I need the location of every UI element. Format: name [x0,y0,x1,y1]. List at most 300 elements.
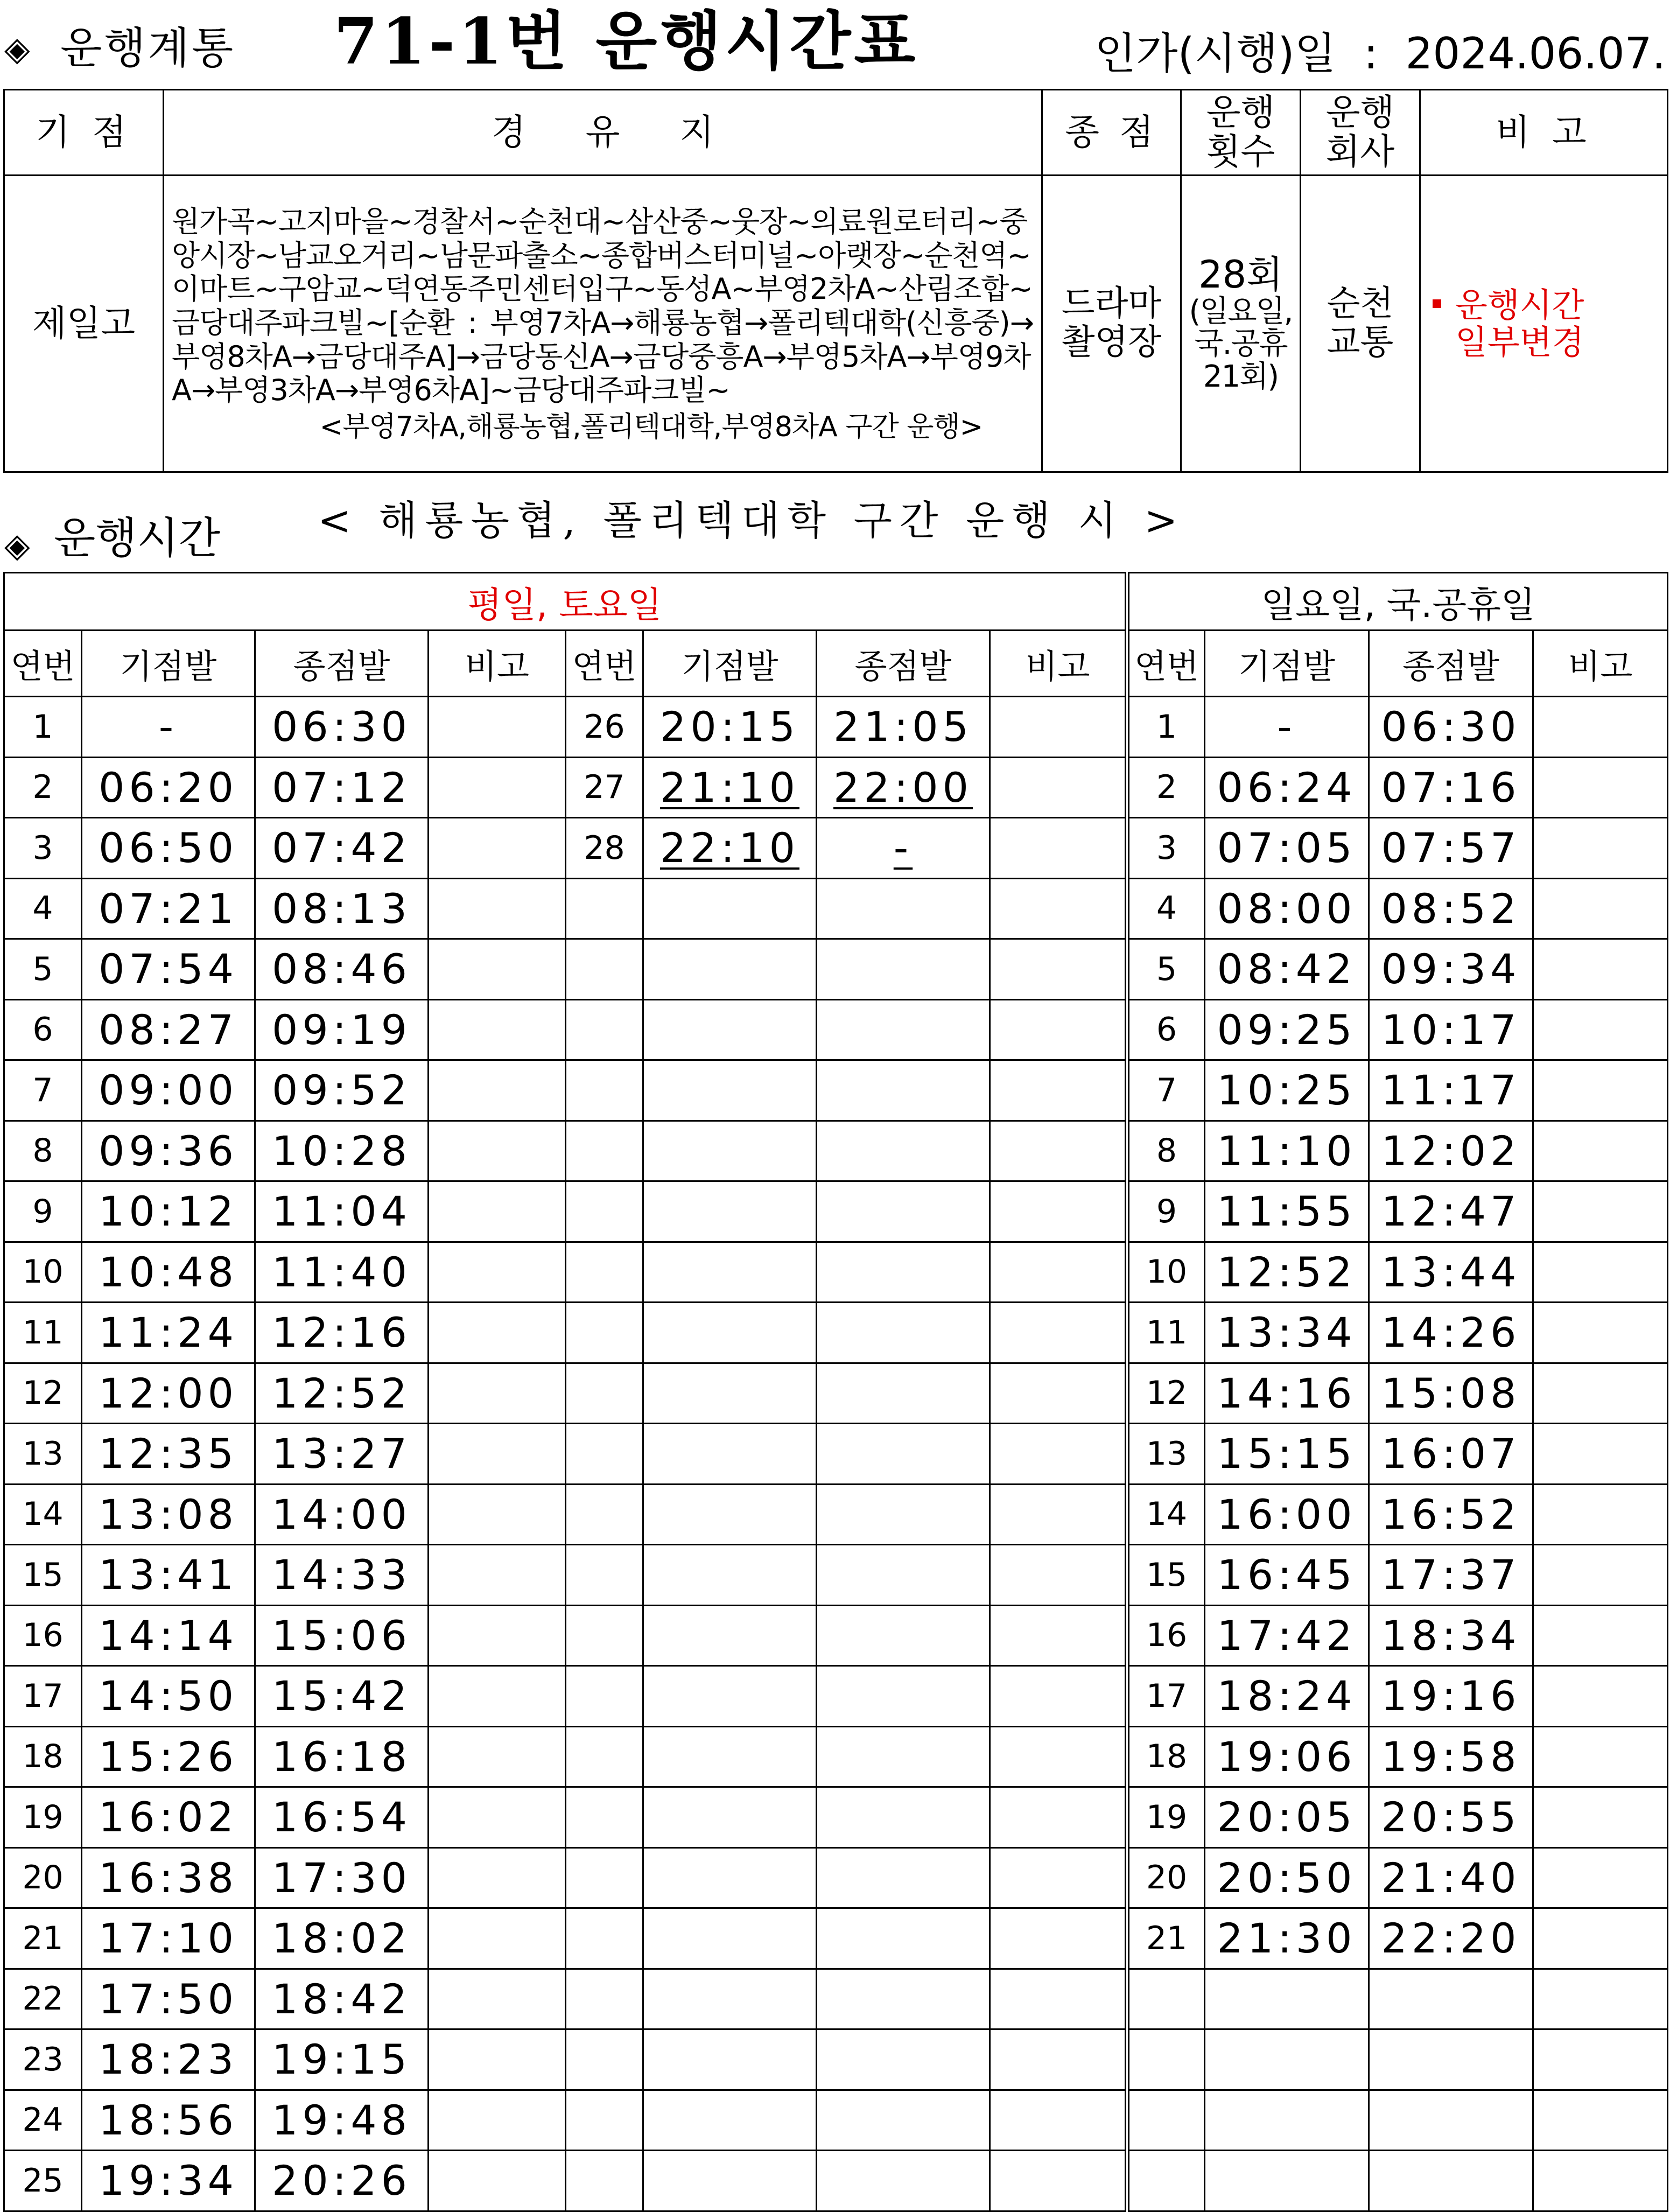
weekday-cont-depart-time: 20:15 [643,697,817,758]
weekday-cont-row-no [566,1121,643,1181]
weekday-cont-depart-time [643,1424,817,1485]
holiday-arrive-time: 18:34 [1369,1605,1533,1666]
weekday-arrive-time: 07:42 [255,818,429,879]
holiday-note-cell [1533,697,1668,758]
schedule-section-label: 운행시간 [54,513,221,563]
terminus-cell [1042,176,1181,472]
weekday-note-cell [429,1363,566,1424]
weekday-cont-note-cell [990,1605,1127,1666]
company-line1: 순천 [1327,284,1394,324]
weekday-cont-row-no [566,1303,643,1363]
weekday-row-no: 13 [4,1424,82,1485]
weekday-cont-note-cell [990,1969,1127,2029]
weekday-cont-arrive-time [817,757,990,818]
weekday-cont-note-cell [990,697,1127,758]
holiday-depart-time: 16:00 [1205,1484,1369,1545]
weekday-cont-note-cell [990,878,1127,939]
holiday-row-no: 7 [1127,1060,1205,1121]
holiday-row-no: 10 [1127,1242,1205,1303]
holiday-row-no: 2 [1127,757,1205,818]
weekday-depart-time: 12:00 [82,1363,255,1424]
weekday-arrive-time: 09:52 [255,1060,429,1121]
approval-label: 인가(시행)일 [1094,29,1336,79]
holiday-row-no: 11 [1127,1303,1205,1363]
remarks-text [1455,286,1584,361]
approval-date: 2024.06.07. [1405,29,1666,79]
weekday-arrive-time: 14:33 [255,1545,429,1606]
weekday-cont-row-no [566,2029,643,2090]
weekday-cont-row-no [566,2090,643,2151]
weekday-arrive-time: 10:28 [255,1121,429,1181]
holiday-depart-time: 11:55 [1205,1181,1369,1242]
weekday-cont-note-cell [990,1847,1127,1908]
weekday-cont-note-cell [990,1121,1127,1181]
holiday-arrive-time: 15:08 [1369,1363,1533,1424]
company-cell [1301,176,1420,472]
weekday-note-cell [429,1969,566,2029]
weekday-cont-note-cell [990,1242,1127,1303]
weekday-cont-depart-time [643,1484,817,1545]
holiday-arrive-time: 19:58 [1369,1726,1533,1787]
weekday-depart-time: 17:50 [82,1969,255,2029]
weekday-note-cell [429,1303,566,1363]
col-arrive-header: 종점발 [1369,631,1533,697]
weekday-arrive-time: 18:42 [255,1969,429,2029]
company-header [1301,90,1420,176]
weekday-cont-row-no: 28 [566,818,643,879]
table-row [4,1908,1668,1969]
weekday-arrive-time: 13:27 [255,1424,429,1485]
weekday-arrive-time: 16:54 [255,1787,429,1848]
weekday-row-no: 20 [4,1847,82,1908]
weekday-depart-time: 06:50 [82,818,255,879]
weekday-cont-row-no [566,2151,643,2211]
holiday-arrive-time: 14:26 [1369,1303,1533,1363]
table-row [4,1969,1668,2029]
terminus-line2: 촬영장 [1061,323,1162,362]
holiday-arrive-time: 07:16 [1369,757,1533,818]
weekday-cont-arrive-time [817,2090,990,2151]
weekday-row-no: 8 [4,1121,82,1181]
table-row [4,939,1668,1000]
weekday-note-cell [429,1424,566,1485]
holiday-note-cell [1533,1908,1668,1969]
weekday-cont-note-cell [990,1424,1127,1485]
weekday-cont-arrive-time [817,1363,990,1424]
table-row [4,999,1668,1060]
col-note-header: 비고 [429,631,566,697]
holiday-depart-time [1205,2029,1369,2090]
table-row [4,1363,1668,1424]
weekday-note-cell [429,757,566,818]
holiday-depart-time: 08:00 [1205,878,1369,939]
company-line2: 교통 [1327,323,1394,362]
weekday-cont-depart-time [643,2090,817,2151]
weekday-cont-depart-time [643,878,817,939]
weekday-row-no: 14 [4,1484,82,1545]
terminus-header: 종 점 [1042,90,1181,176]
holiday-depart-time: 10:25 [1205,1060,1369,1121]
holiday-arrive-time [1369,2151,1533,2211]
holiday-depart-time [1205,2151,1369,2211]
holiday-note-cell [1533,1545,1668,1606]
weekday-cont-depart-time [643,1121,817,1181]
col-arrive-header: 종점발 [817,631,990,697]
weekday-cont-row-no [566,1484,643,1545]
holiday-arrive-time: 12:02 [1369,1121,1533,1181]
weekday-depart-time: 16:02 [82,1787,255,1848]
weekday-cont-note-cell [990,1303,1127,1363]
holiday-depart-time: 15:15 [1205,1424,1369,1485]
holiday-depart-time: 21:30 [1205,1908,1369,1969]
weekday-depart-time: 18:23 [82,2029,255,2090]
weekday-cont-row-no [566,1969,643,2029]
col-no-header: 연번 [1127,631,1205,697]
trips-cell [1181,176,1301,472]
weekday-depart-time: 11:24 [82,1303,255,1363]
table-row [4,1545,1668,1606]
holiday-depart-time: 12:52 [1205,1242,1369,1303]
weekday-cont-depart-time [643,1969,817,2029]
weekday-arrive-time: 12:16 [255,1303,429,1363]
weekday-cont-note-cell [990,1363,1127,1424]
table-row [4,1787,1668,1848]
weekday-row-no: 12 [4,1363,82,1424]
weekday-cont-depart-time [643,2029,817,2090]
weekday-cont-depart-time [643,1787,817,1848]
weekday-depart-time: 17:10 [82,1908,255,1969]
timetable [3,572,1668,2212]
weekday-arrive-time: 16:18 [255,1726,429,1787]
route-system-label: 운행계통 [60,23,236,73]
weekday-cont-arrive-time [817,1605,990,1666]
holiday-note-cell [1533,999,1668,1060]
table-row [4,1303,1668,1363]
holiday-row-no: 9 [1127,1181,1205,1242]
company-header-line2: 회사 [1325,131,1395,172]
weekday-row-no: 3 [4,818,82,879]
weekday-cont-note-cell [990,1726,1127,1787]
weekday-cont-arrive-time [817,1484,990,1545]
holiday-arrive-time: 09:34 [1369,939,1533,1000]
origin-cell: 제일고 [4,176,164,472]
weekday-note-cell [429,999,566,1060]
weekday-cont-row-no: 27 [566,757,643,818]
table-row [4,757,1668,818]
weekday-row-no: 15 [4,1545,82,1606]
holiday-row-no: 13 [1127,1424,1205,1485]
weekday-cont-arrive-time [817,818,990,879]
weekday-arrive-time: 12:52 [255,1363,429,1424]
page-title: 71-1번 운행시간표 [334,4,919,79]
weekday-cont-row-no [566,1424,643,1485]
weekday-note-cell [429,1666,566,1727]
weekday-cont-arrive-time [817,1908,990,1969]
table-row [4,1060,1668,1121]
weekday-arrive-time: 15:06 [255,1605,429,1666]
holiday-note-cell [1533,1969,1668,2029]
holiday-arrive-time: 12:47 [1369,1181,1533,1242]
holiday-arrive-time: 16:52 [1369,1484,1533,1545]
trips-sub3: 21회) [1203,359,1279,394]
schedule-section-subtitle: < 해룡농협, 폴리텍대학 구간 운행 시 > [318,498,1185,544]
holiday-depart-time [1205,1969,1369,2029]
weekday-row-no: 7 [4,1060,82,1121]
weekday-cont-row-no [566,1242,643,1303]
holiday-note-cell [1533,1303,1668,1363]
holiday-row-no: 8 [1127,1121,1205,1181]
col-arrive-header: 종점발 [255,631,429,697]
holiday-row-no [1127,2151,1205,2211]
weekday-cont-arrive-time [817,999,990,1060]
weekday-cont-depart-time [643,757,817,818]
weekday-row-no: 5 [4,939,82,1000]
weekday-cont-arrive-time [817,1847,990,1908]
holiday-depart-time: 17:42 [1205,1605,1369,1666]
holiday-note-cell [1533,1787,1668,1848]
table-row [4,878,1668,939]
weekday-cont-depart-time [643,1181,817,1242]
weekday-arrive-time: 11:04 [255,1181,429,1242]
weekday-cont-row-no [566,1545,643,1606]
weekday-note-cell [429,939,566,1000]
holiday-depart-time: 13:34 [1205,1303,1369,1363]
weekday-cont-depart-time [643,2151,817,2211]
weekday-cont-note-cell [990,999,1127,1060]
weekday-note-cell [429,1121,566,1181]
weekday-cont-row-no [566,1908,643,1969]
weekday-row-no: 22 [4,1969,82,2029]
holiday-note-cell [1533,1060,1668,1121]
holiday-note-cell [1533,1666,1668,1727]
weekday-note-cell [429,1908,566,1969]
section-marker-icon: ◈ [4,526,30,565]
trips-sub2: 국.공휴 [1194,326,1287,362]
weekday-row-no: 2 [4,757,82,818]
holiday-row-no: 15 [1127,1545,1205,1606]
weekday-cont-depart-time [643,1363,817,1424]
route-info-table [3,89,1668,473]
holiday-note-cell [1533,818,1668,879]
via-header: 경 유 지 [164,90,1042,176]
holiday-arrive-time: 20:55 [1369,1787,1533,1848]
holiday-note-cell [1533,1847,1668,1908]
table-row [4,2090,1668,2151]
weekday-note-cell [429,878,566,939]
weekday-arrive-time: 17:30 [255,1847,429,1908]
weekday-cont-arrive-time [817,1121,990,1181]
weekday-cont-arrive-time [817,1424,990,1485]
weekday-cont-depart-time [643,999,817,1060]
weekday-arrive-time: 18:02 [255,1908,429,1969]
remarks-wrap [1433,286,1667,361]
weekday-cont-arrive-time-text: 22:00 [833,763,973,811]
table-row [4,1605,1668,1666]
weekday-depart-time: 14:50 [82,1666,255,1727]
weekday-cont-row-no [566,939,643,1000]
timetable-body [4,697,1668,2211]
weekday-arrive-time: 11:40 [255,1242,429,1303]
section-marker-icon: ◈ [4,29,30,68]
weekday-cont-note-cell [990,757,1127,818]
weekday-cont-arrive-time [817,1181,990,1242]
holiday-depart-time: 08:42 [1205,939,1369,1000]
weekday-row-no: 4 [4,878,82,939]
weekday-cont-arrive-time [817,1969,990,2029]
table-row [4,697,1668,758]
holiday-depart-time: 18:24 [1205,1666,1369,1727]
weekday-row-no: 10 [4,1242,82,1303]
weekday-arrive-time: 19:48 [255,2090,429,2151]
holiday-depart-time [1205,2090,1369,2151]
weekday-note-cell [429,1242,566,1303]
weekday-note-cell [429,697,566,758]
weekday-cont-arrive-time [817,939,990,1000]
weekday-note-cell [429,1545,566,1606]
weekday-cont-depart-time [643,1303,817,1363]
table-row [4,2029,1668,2090]
holiday-arrive-time: 19:16 [1369,1666,1533,1727]
weekday-row-no: 1 [4,697,82,758]
weekday-cont-arrive-time [817,2029,990,2090]
via-route-text: 원가곡~고지마을~경찰서~순천대~삼산중~웃장~의료원로터리~중앙시장~남교오거리~남문파출소~종합버스터미널~아랫장~순천역~이마트~구암교~덕연동주민센터입구~동성A~부영2차A~산림조합~금당대주파크빌~[순환 : 부영7차A→해룡농협→폴리텍대학(신흥중)→부영8차A→금당대주A]→금당동신A→금당중흥A→부영5차A→부영9차A→부영3차A→부영6차A]~금당대주파크빌~ [172,205,1034,408]
weekday-cont-note-cell [990,1545,1127,1606]
approval-date-line [1094,29,1666,79]
remarks-header: 비 고 [1420,90,1668,176]
weekday-arrive-time: 09:19 [255,999,429,1060]
weekday-depart-time: 09:36 [82,1121,255,1181]
weekday-cont-row-no [566,1363,643,1424]
holiday-row-no: 20 [1127,1847,1205,1908]
table-row [4,1666,1668,1727]
weekday-row-no: 17 [4,1666,82,1727]
holiday-note-cell [1533,2151,1668,2211]
holiday-row-no: 14 [1127,1484,1205,1545]
holiday-arrive-time: 13:44 [1369,1242,1533,1303]
holiday-note-cell [1533,2029,1668,2090]
weekday-note-cell [429,1847,566,1908]
holiday-row-no: 3 [1127,818,1205,879]
weekday-depart-time: 08:27 [82,999,255,1060]
holiday-row-no: 1 [1127,697,1205,758]
col-no-header: 연번 [566,631,643,697]
table-row [4,1424,1668,1485]
holiday-arrive-time: 17:37 [1369,1545,1533,1606]
table-row [4,1726,1668,1787]
holiday-arrive-time: 06:30 [1369,697,1533,758]
holiday-row-no [1127,2090,1205,2151]
weekday-arrive-time: 19:15 [255,2029,429,2090]
via-route-note: <부영7차A,해룡농협,폴리텍대학,부영8차A 구간 운행> [319,410,983,443]
weekday-depart-time: 18:56 [82,2090,255,2151]
weekday-cont-note-cell [990,939,1127,1000]
weekday-cont-row-no [566,1666,643,1727]
col-no-header: 연번 [4,631,82,697]
table-row [4,1242,1668,1303]
weekday-arrive-time: 20:26 [255,2151,429,2211]
weekday-note-cell [429,1181,566,1242]
weekday-cont-note-cell [990,1484,1127,1545]
weekday-row-no: 25 [4,2151,82,2211]
terminus-line1: 드라마 [1061,284,1162,324]
weekday-cont-note-cell [990,1666,1127,1727]
weekday-row-no: 6 [4,999,82,1060]
weekday-note-cell [429,1060,566,1121]
holiday-depart-time: - [1205,697,1369,758]
col-note-header: 비고 [990,631,1127,697]
trips-sub1: (일요일, [1189,293,1293,329]
weekday-cont-arrive-time [817,1545,990,1606]
weekday-cont-note-cell [990,1908,1127,1969]
weekday-cont-row-no [566,878,643,939]
holiday-row-no: 4 [1127,878,1205,939]
weekday-cont-row-no [566,1060,643,1121]
holiday-note-cell [1533,1424,1668,1485]
holiday-depart-time: 09:25 [1205,999,1369,1060]
weekday-cont-arrive-time [817,1787,990,1848]
weekday-note-cell [429,2151,566,2211]
weekday-cont-arrive-time-text: - [893,824,913,872]
table-row [4,2151,1668,2211]
weekday-cont-arrive-time [817,1303,990,1363]
weekday-cont-depart-time-text: 21:10 [659,763,800,811]
weekday-depart-time: 10:48 [82,1242,255,1303]
holiday-depart-time: 20:50 [1205,1847,1369,1908]
table-row [4,1121,1668,1181]
weekday-cont-depart-time [643,1242,817,1303]
weekday-depart-time: 16:38 [82,1847,255,1908]
weekday-cont-depart-time-text: 22:10 [659,824,800,872]
weekday-row-no: 23 [4,2029,82,2090]
weekday-depart-time: 06:20 [82,757,255,818]
weekday-note-cell [429,1484,566,1545]
holiday-depart-time: 20:05 [1205,1787,1369,1848]
weekday-depart-time: 07:54 [82,939,255,1000]
holiday-row-no: 6 [1127,999,1205,1060]
holiday-depart-time: 19:06 [1205,1726,1369,1787]
weekday-note-cell [429,1605,566,1666]
weekday-cont-row-no [566,1605,643,1666]
holiday-arrive-time: 22:20 [1369,1908,1533,1969]
weekday-cont-depart-time [643,1666,817,1727]
weekday-group-header: 평일, 토요일 [4,573,1127,631]
weekday-depart-time: - [82,697,255,758]
weekday-arrive-time: 15:42 [255,1666,429,1727]
weekday-cont-row-no: 26 [566,697,643,758]
remarks-cell [1420,176,1668,472]
weekday-cont-depart-time [643,939,817,1000]
weekday-cont-note-cell [990,2029,1127,2090]
holiday-row-no: 12 [1127,1363,1205,1424]
weekday-cont-arrive-time [817,1726,990,1787]
table-row [4,1847,1668,1908]
weekday-cont-row-no [566,1787,643,1848]
weekday-depart-time: 07:21 [82,878,255,939]
weekday-row-no: 19 [4,1787,82,1848]
weekday-row-no: 21 [4,1908,82,1969]
weekday-cont-depart-time [643,1060,817,1121]
weekday-cont-arrive-time [817,1060,990,1121]
holiday-row-no: 5 [1127,939,1205,1000]
origin-header: 기 점 [4,90,164,176]
holiday-note-cell [1533,2090,1668,2151]
holiday-depart-time: 11:10 [1205,1121,1369,1181]
holiday-arrive-time: 16:07 [1369,1424,1533,1485]
trips-header-line1: 운행 [1206,92,1275,134]
holiday-note-cell [1533,1363,1668,1424]
holiday-row-no: 16 [1127,1605,1205,1666]
weekday-row-no: 18 [4,1726,82,1787]
